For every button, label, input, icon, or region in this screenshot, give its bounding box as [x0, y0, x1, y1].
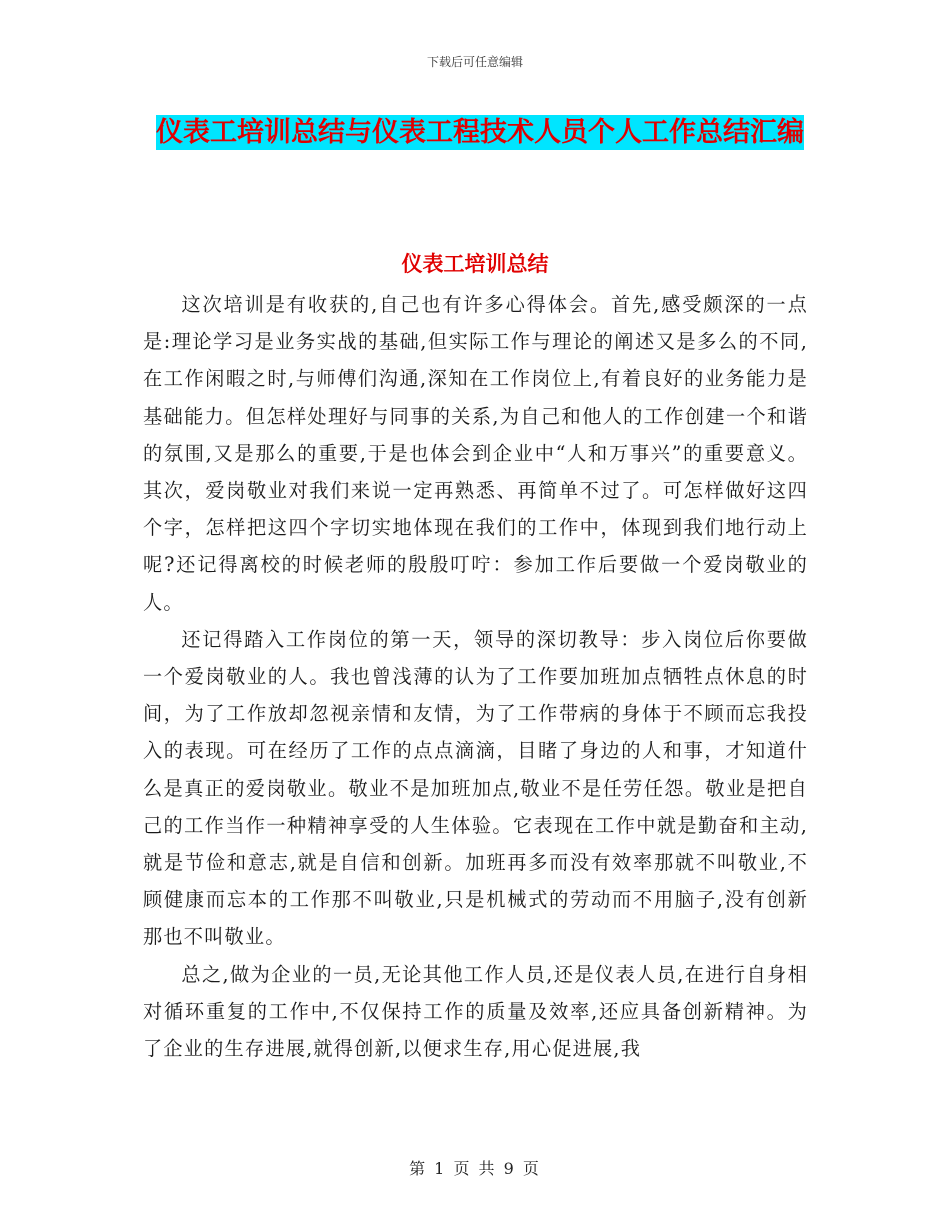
- body-text: [143, 286, 808, 1067]
- paragraph-1: 这次培训是有收获的,自己也有许多心得体会。首先,感受颇深的一点是:理论学习是业务实战的基础,但实际工作与理论的阐述又是多么的不同,在工作闲暇之时,与师傅们沟通,深知在工作岗位上,有着良好的业务能力是基础能力。但怎样处理好与同事的关系,为自己和他人的工作创建一个和谐的氛围,又是那么的重要,于是也体会到企业中“人和万事兴”的重要意义。其次，爱岗敬业对我们来说一定再熟悉、再简单不过了。可怎样做好这四个字，怎样把这四个字切实地体现在我们的工作中，体现到我们地行动上呢?还记得离校的时候老师的殷殷叮咛：参加工作后要做一个爱岗敬业的人。: [143, 293, 808, 614]
- page-header-note: 下载后可任意编辑: [426, 55, 523, 69]
- document-title: [140, 108, 820, 158]
- paragraph-3: 总之,做为企业的一员,无论其他工作人员,还是仪表人员,在进行自身相对循环重复的工作中,不仅保持工作的质量及效率,还应具备创新精神。为了企业的生存进展,就得创新,以便求生存,用心促进展,我: [143, 962, 808, 1061]
- page-number: 第 1 页 共 9 页: [409, 1159, 541, 1178]
- paragraph-2: 还记得踏入工作岗位的第一天，领导的深切教导：步入岗位后你要做一个爱岗敬业的人。我也曾浅薄的认为了工作要加班加点牺牲点休息的时间，为了工作放却忽视亲情和友情，为了工作带病的身体于不顾而忘我投入的表现。可在经历了工作的点点滴滴，目睹了身边的人和事，才知道什么是真正的爱岗敬业。敬业不是加班加点,敬业不是任劳任怨。敬业是把自己的工作当作一种精神享受的人生体验。它表现在工作中就是勤奋和主动,就是节俭和意志,就是自信和创新。加班再多而没有效率那就不叫敬业,不顾健康而忘本的工作那不叫敬业,只是机械式的劳动而不用脑子,没有创新那也不叫敬业。: [143, 627, 808, 949]
- section-title: 仪表工培训总结: [401, 252, 549, 276]
- document-title-text: 仪表工培训总结与仪表工程技术人员个人工作总结汇编: [156, 117, 804, 148]
